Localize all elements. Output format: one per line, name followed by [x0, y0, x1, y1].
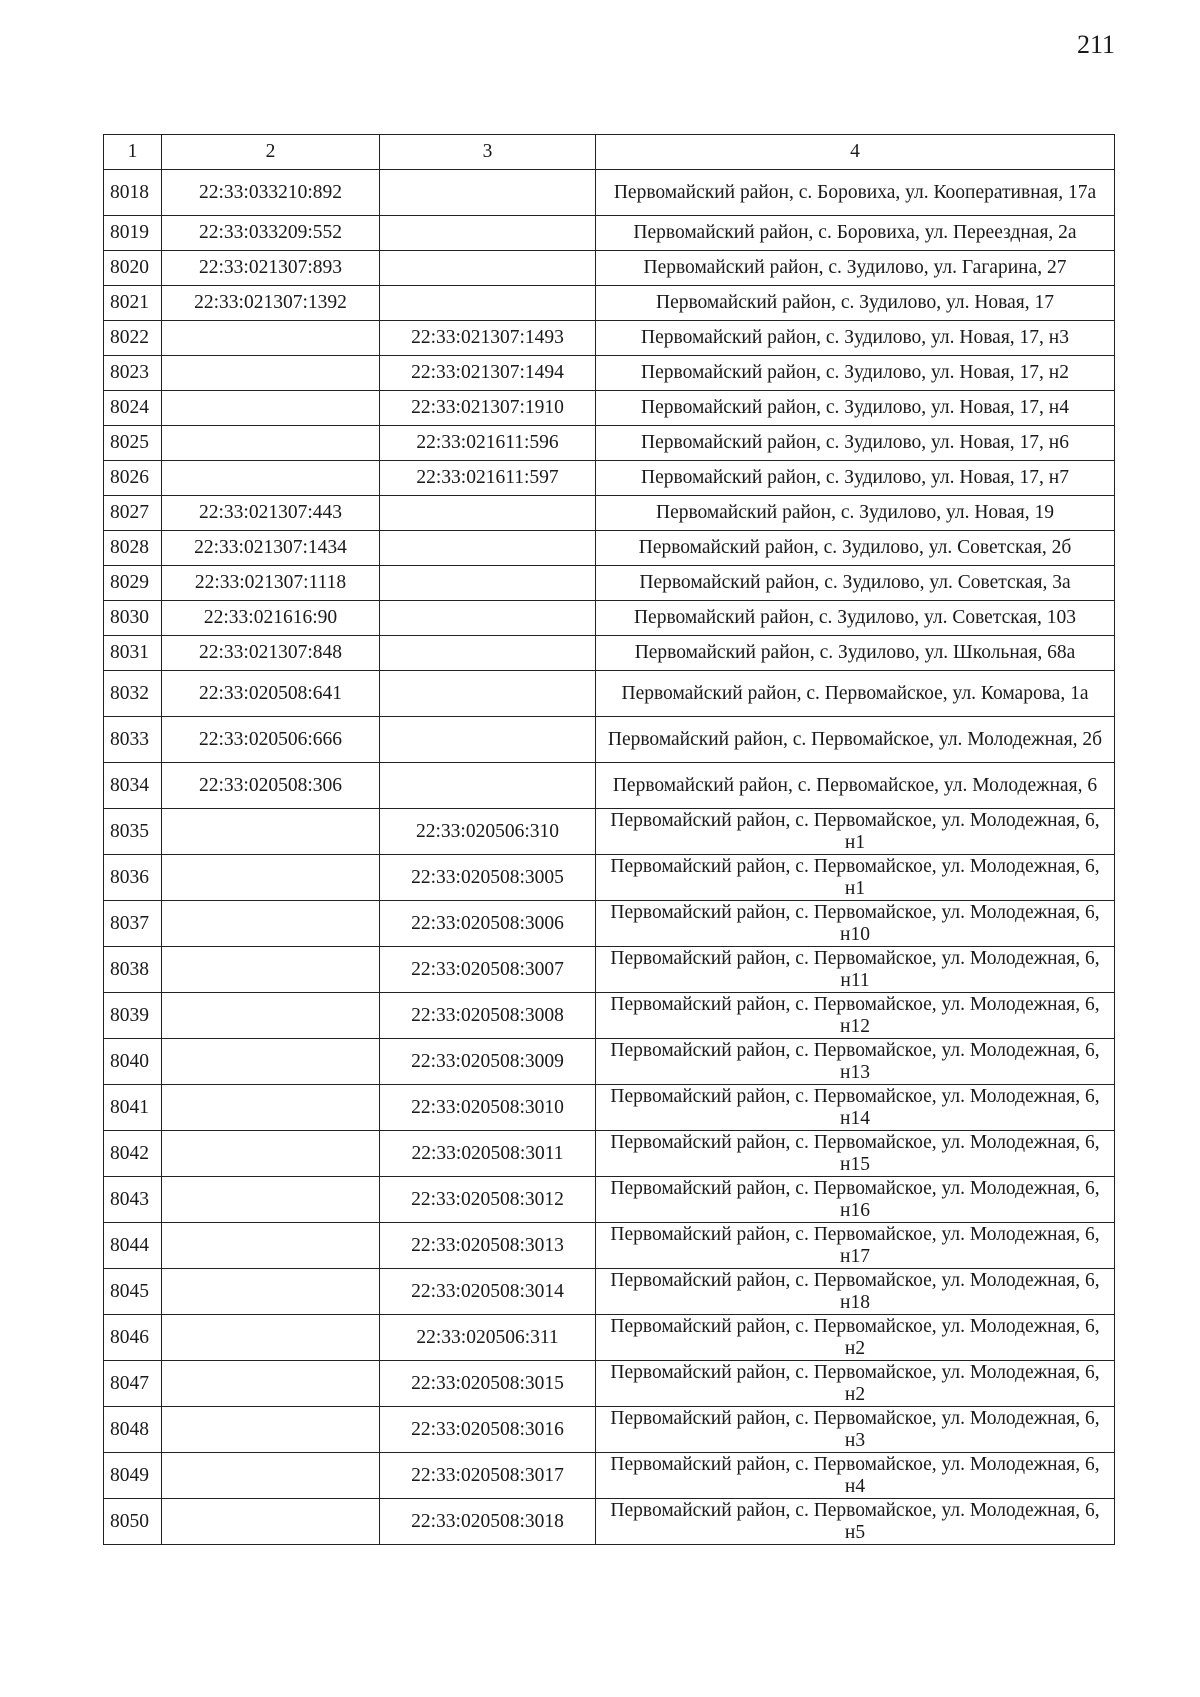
- row-number-cell: 8034: [104, 763, 162, 809]
- cadastral-number-cell: [162, 1085, 380, 1131]
- row-number-cell: 8050: [104, 1499, 162, 1545]
- premises-cadastral-number-cell: [380, 763, 596, 809]
- premises-cadastral-number-cell: 22:33:021611:597: [380, 461, 596, 496]
- table-row: [104, 1407, 1115, 1453]
- row-number-cell: 8037: [104, 901, 162, 947]
- row-number-cell: 8047: [104, 1361, 162, 1407]
- cadastral-number-cell: [162, 809, 380, 855]
- row-number-cell: 8048: [104, 1407, 162, 1453]
- premises-cadastral-number-cell: [380, 636, 596, 671]
- premises-cadastral-number-cell: 22:33:020508:3009: [380, 1039, 596, 1085]
- header-cell-1: 1: [104, 135, 162, 170]
- premises-cadastral-number-cell: [380, 671, 596, 717]
- table-row: [104, 636, 1115, 671]
- premises-cadastral-number-cell: [380, 286, 596, 321]
- row-number-cell: 8024: [104, 391, 162, 426]
- table-row: [104, 251, 1115, 286]
- row-number-cell: 8032: [104, 671, 162, 717]
- row-number-cell: 8045: [104, 1269, 162, 1315]
- premises-cadastral-number-cell: [380, 496, 596, 531]
- address-cell: Первомайский район, с. Первомайское, ул. Молодежная, 6, н14: [596, 1085, 1115, 1131]
- table-row: [104, 947, 1115, 993]
- address-cell: Первомайский район, с. Первомайское, ул. Молодежная, 6, н13: [596, 1039, 1115, 1085]
- table-row: [104, 216, 1115, 251]
- address-cell: Первомайский район, с. Первомайское, ул. Молодежная, 6, н11: [596, 947, 1115, 993]
- cadastral-number-cell: [162, 1039, 380, 1085]
- table-header: [104, 135, 1115, 170]
- table-row: [104, 566, 1115, 601]
- table-row: [104, 1315, 1115, 1361]
- header-cell-4: 4: [596, 135, 1115, 170]
- address-cell: Первомайский район, с. Боровиха, ул. Переездная, 2а: [596, 216, 1115, 251]
- address-cell: Первомайский район, с. Первомайское, ул. Комарова, 1а: [596, 671, 1115, 717]
- address-cell: Первомайский район, с. Первомайское, ул. Молодежная, 6, н18: [596, 1269, 1115, 1315]
- cadastral-number-cell: [162, 1315, 380, 1361]
- cadastral-number-cell: [162, 321, 380, 356]
- premises-cadastral-number-cell: [380, 251, 596, 286]
- row-number-cell: 8035: [104, 809, 162, 855]
- cadastral-number-cell: 22:33:020506:666: [162, 717, 380, 763]
- premises-cadastral-number-cell: [380, 531, 596, 566]
- address-cell: Первомайский район, с. Зудилово, ул. Новая, 17, н3: [596, 321, 1115, 356]
- table-row: [104, 1223, 1115, 1269]
- cadastral-number-cell: [162, 1499, 380, 1545]
- table-row: [104, 496, 1115, 531]
- premises-cadastral-number-cell: 22:33:020508:3015: [380, 1361, 596, 1407]
- table-row: [104, 391, 1115, 426]
- cadastral-number-cell: 22:33:021307:1434: [162, 531, 380, 566]
- row-number-cell: 8022: [104, 321, 162, 356]
- row-number-cell: 8030: [104, 601, 162, 636]
- cadastral-number-cell: [162, 901, 380, 947]
- header-cell-2: 2: [162, 135, 380, 170]
- row-number-cell: 8049: [104, 1453, 162, 1499]
- cadastral-number-cell: [162, 855, 380, 901]
- row-number-cell: 8028: [104, 531, 162, 566]
- premises-cadastral-number-cell: [380, 566, 596, 601]
- table-row: [104, 1361, 1115, 1407]
- row-number-cell: 8046: [104, 1315, 162, 1361]
- premises-cadastral-number-cell: 22:33:020508:3011: [380, 1131, 596, 1177]
- table-row: [104, 1039, 1115, 1085]
- cadastral-number-cell: [162, 947, 380, 993]
- cadastral-number-cell: [162, 461, 380, 496]
- address-cell: Первомайский район, с. Зудилово, ул. Новая, 17, н4: [596, 391, 1115, 426]
- address-cell: Первомайский район, с. Первомайское, ул. Молодежная, 6, н17: [596, 1223, 1115, 1269]
- address-cell: Первомайский район, с. Первомайское, ул. Молодежная, 6, н4: [596, 1453, 1115, 1499]
- address-cell: Первомайский район, с. Первомайское, ул. Молодежная, 6, н1: [596, 809, 1115, 855]
- row-number-cell: 8041: [104, 1085, 162, 1131]
- premises-cadastral-number-cell: 22:33:020508:3016: [380, 1407, 596, 1453]
- address-cell: Первомайский район, с. Первомайское, ул. Молодежная, 6, н1: [596, 855, 1115, 901]
- header-row: [104, 135, 1115, 170]
- row-number-cell: 8021: [104, 286, 162, 321]
- address-cell: Первомайский район, с. Зудилово, ул. Новая, 19: [596, 496, 1115, 531]
- premises-cadastral-number-cell: 22:33:020508:3006: [380, 901, 596, 947]
- address-cell: Первомайский район, с. Боровиха, ул. Кооперативная, 17а: [596, 170, 1115, 216]
- address-cell: Первомайский район, с. Зудилово, ул. Советская, 2б: [596, 531, 1115, 566]
- address-cell: Первомайский район, с. Первомайское, ул. Молодежная, 6, н2: [596, 1361, 1115, 1407]
- cadastral-number-cell: [162, 356, 380, 391]
- cadastral-number-cell: [162, 1269, 380, 1315]
- cadastral-number-cell: 22:33:020508:306: [162, 763, 380, 809]
- table-row: [104, 1453, 1115, 1499]
- premises-cadastral-number-cell: 22:33:021307:1910: [380, 391, 596, 426]
- address-cell: Первомайский район, с. Зудилово, ул. Новая, 17, н6: [596, 426, 1115, 461]
- cadastral-number-cell: [162, 1453, 380, 1499]
- address-cell: Первомайский район, с. Зудилово, ул. Школьная, 68а: [596, 636, 1115, 671]
- cadastral-number-cell: 22:33:021616:90: [162, 601, 380, 636]
- row-number-cell: 8027: [104, 496, 162, 531]
- row-number-cell: 8023: [104, 356, 162, 391]
- premises-cadastral-number-cell: 22:33:020508:3014: [380, 1269, 596, 1315]
- table-row: [104, 286, 1115, 321]
- address-cell: Первомайский район, с. Первомайское, ул. Молодежная, 6: [596, 763, 1115, 809]
- table-row: [104, 321, 1115, 356]
- table-row: [104, 855, 1115, 901]
- cadastral-number-cell: 22:33:020508:641: [162, 671, 380, 717]
- cadastral-number-cell: 22:33:033210:892: [162, 170, 380, 216]
- table-row: [104, 426, 1115, 461]
- address-cell: Первомайский район, с. Первомайское, ул. Молодежная, 6, н10: [596, 901, 1115, 947]
- premises-cadastral-number-cell: 22:33:020508:3017: [380, 1453, 596, 1499]
- row-number-cell: 8039: [104, 993, 162, 1039]
- address-cell: Первомайский район, с. Первомайское, ул. Молодежная, 6, н3: [596, 1407, 1115, 1453]
- table-body: [104, 170, 1115, 1545]
- row-number-cell: 8042: [104, 1131, 162, 1177]
- premises-cadastral-number-cell: [380, 216, 596, 251]
- cadastral-number-cell: 22:33:033209:552: [162, 216, 380, 251]
- table-row: [104, 901, 1115, 947]
- address-cell: Первомайский район, с. Первомайское, ул. Молодежная, 6, н5: [596, 1499, 1115, 1545]
- table-row: [104, 601, 1115, 636]
- cadastral-number-cell: 22:33:021307:1118: [162, 566, 380, 601]
- premises-cadastral-number-cell: 22:33:020508:3010: [380, 1085, 596, 1131]
- table-row: [104, 170, 1115, 216]
- row-number-cell: 8029: [104, 566, 162, 601]
- page-number: 211: [1076, 30, 1115, 59]
- cadastral-number-cell: [162, 426, 380, 461]
- premises-cadastral-number-cell: 22:33:020508:3013: [380, 1223, 596, 1269]
- row-number-cell: 8044: [104, 1223, 162, 1269]
- cadastral-number-cell: [162, 1407, 380, 1453]
- table-row: [104, 1269, 1115, 1315]
- premises-cadastral-number-cell: 22:33:020508:3012: [380, 1177, 596, 1223]
- header-cell-3: 3: [380, 135, 596, 170]
- row-number-cell: 8020: [104, 251, 162, 286]
- premises-cadastral-number-cell: 22:33:020508:3018: [380, 1499, 596, 1545]
- premises-cadastral-number-cell: 22:33:021611:596: [380, 426, 596, 461]
- row-number-cell: 8019: [104, 216, 162, 251]
- cadastral-number-cell: [162, 993, 380, 1039]
- cadastral-number-cell: [162, 391, 380, 426]
- address-cell: Первомайский район, с. Зудилово, ул. Советская, 103: [596, 601, 1115, 636]
- premises-cadastral-number-cell: 22:33:021307:1493: [380, 321, 596, 356]
- table-row: [104, 1085, 1115, 1131]
- cadastral-number-cell: 22:33:021307:848: [162, 636, 380, 671]
- address-cell: Первомайский район, с. Зудилово, ул. Советская, 3а: [596, 566, 1115, 601]
- row-number-cell: 8025: [104, 426, 162, 461]
- row-number-cell: 8018: [104, 170, 162, 216]
- address-cell: Первомайский район, с. Зудилово, ул. Новая, 17, н7: [596, 461, 1115, 496]
- cadastral-number-cell: [162, 1131, 380, 1177]
- premises-cadastral-number-cell: [380, 601, 596, 636]
- table-row: [104, 763, 1115, 809]
- row-number-cell: 8038: [104, 947, 162, 993]
- cadastral-number-cell: 22:33:021307:1392: [162, 286, 380, 321]
- row-number-cell: 8040: [104, 1039, 162, 1085]
- cadastral-number-cell: 22:33:021307:443: [162, 496, 380, 531]
- address-cell: Первомайский район, с. Зудилово, ул. Новая, 17: [596, 286, 1115, 321]
- row-number-cell: 8031: [104, 636, 162, 671]
- address-cell: Первомайский район, с. Зудилово, ул. Новая, 17, н2: [596, 356, 1115, 391]
- table-row: [104, 1499, 1115, 1545]
- table-row: [104, 531, 1115, 566]
- premises-cadastral-number-cell: 22:33:020508:3005: [380, 855, 596, 901]
- premises-cadastral-number-cell: 22:33:020506:311: [380, 1315, 596, 1361]
- cadastral-number-cell: [162, 1177, 380, 1223]
- premises-cadastral-number-cell: 22:33:021307:1494: [380, 356, 596, 391]
- table-row: [104, 809, 1115, 855]
- table-row: [104, 1177, 1115, 1223]
- table-row: [104, 717, 1115, 763]
- table-row: [104, 1131, 1115, 1177]
- address-cell: Первомайский район, с. Первомайское, ул. Молодежная, 6, н2: [596, 1315, 1115, 1361]
- cadastral-number-cell: [162, 1223, 380, 1269]
- address-cell: Первомайский район, с. Первомайское, ул. Молодежная, 6, н15: [596, 1131, 1115, 1177]
- row-number-cell: 8026: [104, 461, 162, 496]
- cadastral-number-cell: [162, 1361, 380, 1407]
- address-cell: Первомайский район, с. Зудилово, ул. Гагарина, 27: [596, 251, 1115, 286]
- premises-cadastral-number-cell: [380, 170, 596, 216]
- premises-cadastral-number-cell: 22:33:020508:3008: [380, 993, 596, 1039]
- cadastral-number-cell: 22:33:021307:893: [162, 251, 380, 286]
- premises-cadastral-number-cell: [380, 717, 596, 763]
- row-number-cell: 8043: [104, 1177, 162, 1223]
- table-row: [104, 356, 1115, 391]
- premises-cadastral-number-cell: 22:33:020508:3007: [380, 947, 596, 993]
- row-number-cell: 8033: [104, 717, 162, 763]
- address-cell: Первомайский район, с. Первомайское, ул. Молодежная, 6, н12: [596, 993, 1115, 1039]
- premises-cadastral-number-cell: 22:33:020506:310: [380, 809, 596, 855]
- table-row: [104, 671, 1115, 717]
- row-number-cell: 8036: [104, 855, 162, 901]
- address-cell: Первомайский район, с. Первомайское, ул. Молодежная, 2б: [596, 717, 1115, 763]
- registry-table: [103, 134, 1115, 1545]
- table-row: [104, 993, 1115, 1039]
- table-row: [104, 461, 1115, 496]
- address-cell: Первомайский район, с. Первомайское, ул. Молодежная, 6, н16: [596, 1177, 1115, 1223]
